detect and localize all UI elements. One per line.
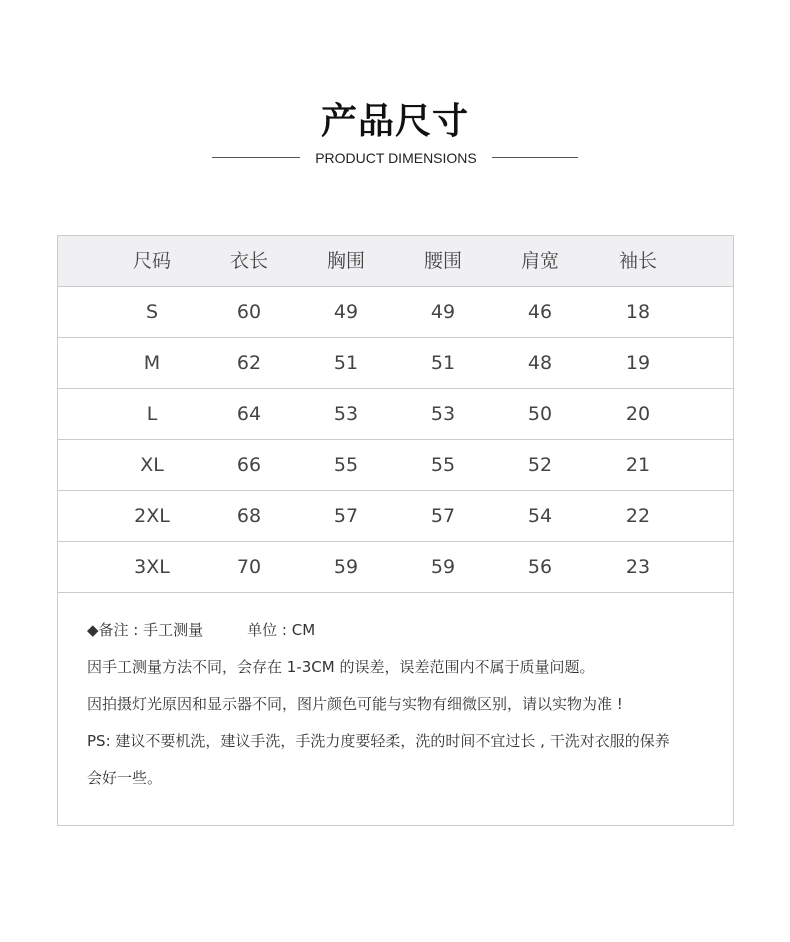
table-cell: 20 [625,403,651,425]
table-cell: 18 [625,301,651,323]
table-cell: M [143,352,161,374]
column-header-length: 衣长 [229,250,268,272]
column-header-shoulder: 肩宽 [520,250,559,272]
table-cell: 55 [430,454,456,476]
table-cell: 3XL [134,556,170,578]
table-cell: XL [140,454,164,476]
table-row [58,542,733,593]
remark-label: ◆备注 : 手工测量 [87,621,204,639]
subtitle-divider-left [212,157,300,158]
page-subtitle: PRODUCT DIMENSIONS [315,150,477,166]
page-title: 产品尺寸 [320,101,469,142]
column-header-chest: 胸围 [326,250,365,272]
table-row [58,389,733,440]
table-cell: 66 [236,454,262,476]
subtitle-row [0,148,790,168]
table-cell: 49 [333,301,359,323]
size-table [57,235,734,826]
subtitle-divider-right [492,157,578,158]
unit-label: 单位 : CM [247,621,316,639]
table-cell: 56 [527,556,553,578]
table-cell: 2XL [134,505,170,527]
table-cell: 53 [430,403,456,425]
column-header-sleeve: 袖长 [618,250,657,272]
table-row [58,491,733,542]
table-cell: 59 [333,556,359,578]
table-cell: 60 [236,301,262,323]
table-cell: 64 [236,403,262,425]
notes-section [58,593,733,825]
table-cell: 48 [527,352,553,374]
table-header-row [58,236,733,287]
table-cell: 57 [430,505,456,527]
table-cell: 49 [430,301,456,323]
table-row [58,287,733,338]
table-cell: 50 [527,403,553,425]
note-washing-line-1: PS: 建议不要机洗，建议手洗，手洗力度要轻柔，洗的时间不宜过长 , 干洗对衣服的保养 [87,732,670,750]
notes-remark-line [87,617,733,654]
table-cell: 51 [430,352,456,374]
table-cell: S [145,301,159,323]
table-cell: 46 [527,301,553,323]
note-error-range: 因手工测量方法不同，会存在 1-3CM 的误差，误差范围内不属于质量问题。 [87,658,595,676]
table-cell: 68 [236,505,262,527]
table-cell: 22 [625,505,651,527]
table-cell: 70 [236,556,262,578]
note-washing-line-2: 会好一些。 [87,769,163,787]
column-header-waist: 腰围 [423,250,462,272]
table-cell: 23 [625,556,651,578]
table-cell: 62 [236,352,262,374]
table-cell: 52 [527,454,553,476]
table-cell: 19 [625,352,651,374]
table-cell: 21 [625,454,651,476]
note-color-difference: 因拍摄灯光原因和显示器不同，图片颜色可能与实物有细微区别，请以实物为准 ! [87,695,623,713]
table-cell: 57 [333,505,359,527]
table-row [58,338,733,389]
table-cell: 51 [333,352,359,374]
table-cell: 54 [527,505,553,527]
table-cell: 53 [333,403,359,425]
table-cell: 59 [430,556,456,578]
column-header-size: 尺码 [132,250,171,272]
table-cell: L [146,403,158,425]
table-cell: 55 [333,454,359,476]
table-row [58,440,733,491]
